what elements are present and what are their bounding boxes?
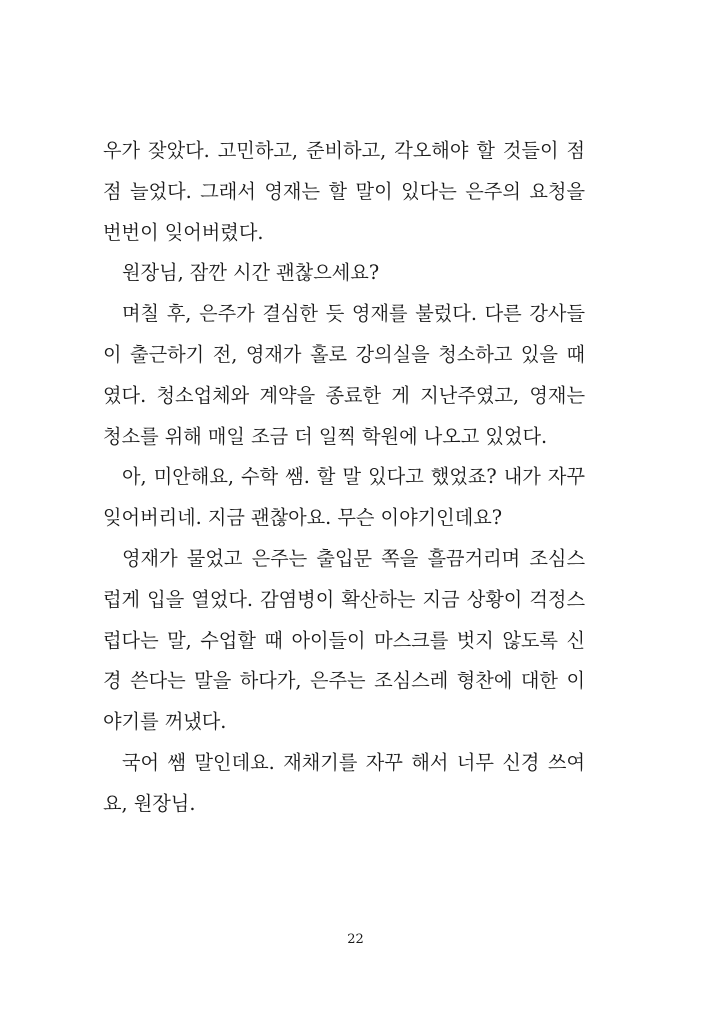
dialogue-line: 잊어버리네. 지금 괜찮아요. 무슨 이야기인데요? <box>103 506 503 530</box>
text-line: 우가 잦았다. 고민하고, 준비하고, 각오해야 할 것들이 점 <box>103 139 585 162</box>
text-line: 이 출근하기 전, 영재가 홀로 강의실을 청소하고 있을 때 <box>103 342 585 366</box>
page-number: 22 <box>347 932 364 947</box>
text-line: 영재가 물었고 은주는 출입문 쪽을 흘끔거리며 조심스 <box>122 546 585 570</box>
dialogue-line: 원장님, 잠깐 시간 괜찮으세요? <box>122 261 380 285</box>
text-line: 번번이 잊어버렸다. <box>103 220 264 244</box>
text-line: 럽다는 말, 수업할 때 아이들이 마스크를 벗지 않도록 신 <box>103 628 585 652</box>
text-line: 였다. 청소업체와 계약을 종료한 게 지난주였고, 영재는 <box>103 383 585 407</box>
text-line: 점 늘었다. 그래서 영재는 할 말이 있다는 은주의 요청을 <box>103 179 585 203</box>
text-line: 경 쓴다는 말을 하다가, 은주는 조심스레 형찬에 대한 이 <box>103 669 585 693</box>
text-line: 야기를 꺼냈다. <box>103 710 227 734</box>
text-line: 며칠 후, 은주가 결심한 듯 영재를 불렀다. 다른 강사들 <box>122 302 585 326</box>
text-line: 럽게 입을 열었다. 감염병이 확산하는 지금 상황이 걱정스 <box>103 587 585 611</box>
text-line: 청소를 위해 매일 조금 더 일찍 학원에 나오고 있었다. <box>103 424 548 448</box>
dialogue-line: 아, 미안해요, 수학 쌤. 할 말 있다고 했었죠? 내가 자꾸 <box>122 465 585 489</box>
body-text <box>103 131 585 825</box>
dialogue-line: 요, 원장님. <box>103 791 196 815</box>
dialogue-line: 국어 쌤 말인데요. 재채기를 자꾸 해서 너무 신경 쓰여 <box>122 750 585 774</box>
